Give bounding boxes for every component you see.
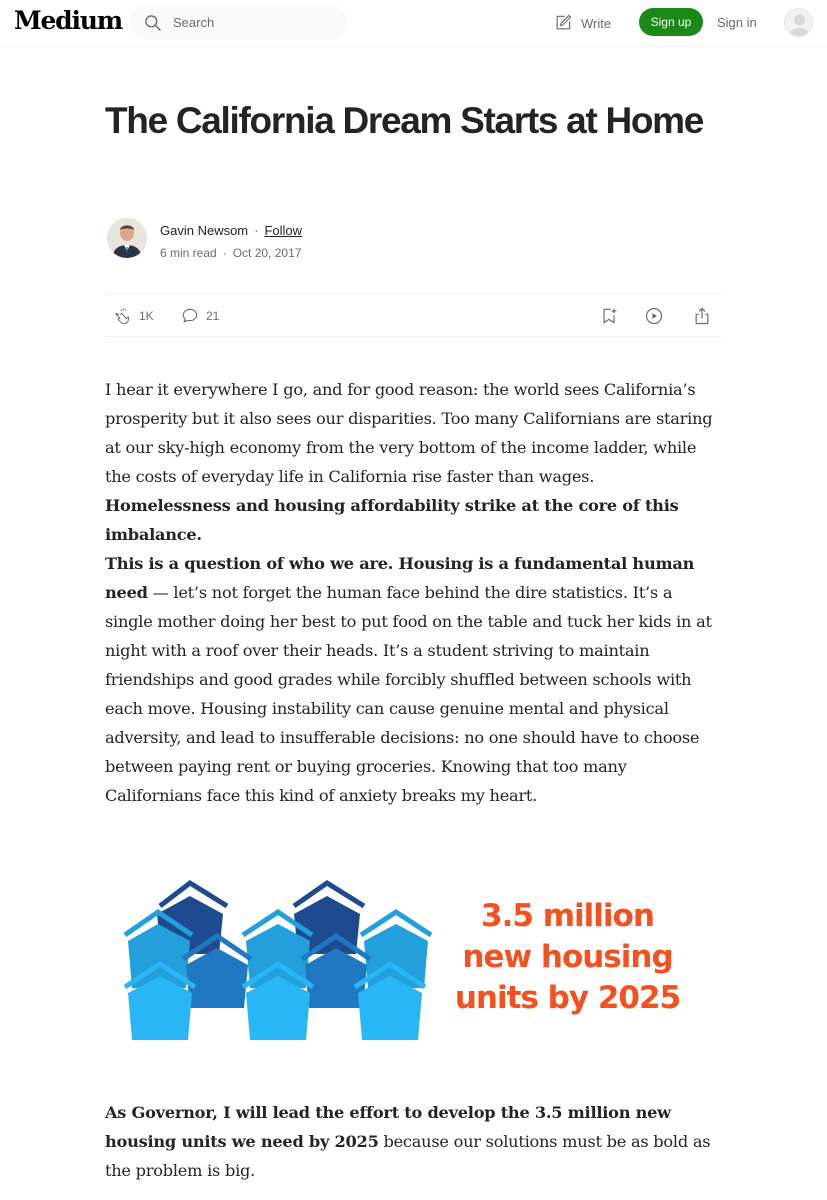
write-icon [553, 13, 573, 33]
default-user-icon [785, 9, 813, 37]
stat-line-3: units by 2025 [454, 980, 681, 1016]
user-avatar-icon[interactable] [784, 8, 813, 37]
paragraph-1 [105, 375, 720, 549]
paragraph-bold-text: As Governor, I will lead the effort to develop the 3.5 million new housing units we need by 2025 [105, 1103, 671, 1151]
stat-line-2: new housing [462, 939, 673, 975]
article-meta [160, 246, 301, 260]
paragraph-text: because our solutions must be as bold as the problem is big. [105, 1132, 711, 1180]
paragraph-bold-text: Homelessness and housing affordability strike at the core of this imbalance. [105, 496, 679, 544]
play-icon [644, 306, 664, 326]
comment-icon [180, 306, 200, 326]
separator-dot: · [222, 246, 227, 260]
signin-link[interactable]: Sign in [717, 15, 757, 30]
follow-link[interactable]: Follow [264, 223, 303, 238]
author-line [160, 223, 302, 238]
article-title: The California Dream Starts at Home [105, 100, 704, 141]
paragraph-text: I hear it everywhere I go, and for good reason: the world sees California’s prosperity but it also sees our disparities. Too many Californians are staring at our sky-high economy from the very bottom of the income ladder, while the costs of everyday life in California rise faster than wages. [105, 380, 713, 486]
response-count: 21 [206, 309, 220, 323]
top-navbar [0, 0, 827, 47]
signup-button[interactable]: Sign up [639, 8, 703, 36]
clap-button[interactable] [113, 306, 154, 326]
write-label: Write [581, 15, 612, 31]
listen-button[interactable] [644, 306, 664, 326]
write-button[interactable] [553, 11, 611, 35]
publish-date: Oct 20, 2017 [232, 246, 302, 260]
stat-line-1: 3.5 million [481, 898, 654, 934]
houses-illustration [125, 883, 431, 1040]
paragraph-text: — let’s not forget the human face behind the dire statistics. It’s a single mother doing her best to put food on the table and tuck her kids in at night with a roof over their heads. It’s a student striving to maintain friendships and good grades while forcibly shuffled between schools with each move. Housing instability can cause genuine mental and physical adversity, and lead to insufferable decisions: no one should have to choose between paying rent or buying groceries. Knowing that too many Californians face this kind of anxiety breaks my heart. [105, 583, 712, 805]
search-box[interactable] [130, 5, 347, 40]
clap-icon [113, 306, 133, 326]
clap-count: 1K [139, 309, 154, 323]
author-portrait-icon [107, 218, 147, 258]
medium-logo[interactable]: Medium [14, 6, 122, 35]
article-action-bar [105, 293, 722, 337]
housing-graphic [120, 868, 440, 1048]
author-name[interactable]: Gavin Newsom [160, 223, 249, 238]
paragraph-2 [105, 549, 720, 810]
share-button[interactable] [692, 306, 712, 326]
paragraph-3 [105, 1098, 720, 1185]
search-placeholder[interactable]: Search [173, 15, 215, 30]
responses-button[interactable] [180, 306, 219, 326]
paragraph-bold-text: This is a question of who we are. Housing is a fundamental human need [105, 554, 695, 602]
author-avatar[interactable] [107, 218, 147, 258]
separator-dot: · [254, 223, 259, 238]
housing-goal-stat [445, 896, 690, 1019]
share-icon [692, 306, 712, 326]
search-icon [143, 13, 163, 33]
read-time: 6 min read [160, 246, 217, 260]
bookmark-button[interactable] [599, 306, 619, 326]
bookmark-add-icon [599, 306, 619, 326]
